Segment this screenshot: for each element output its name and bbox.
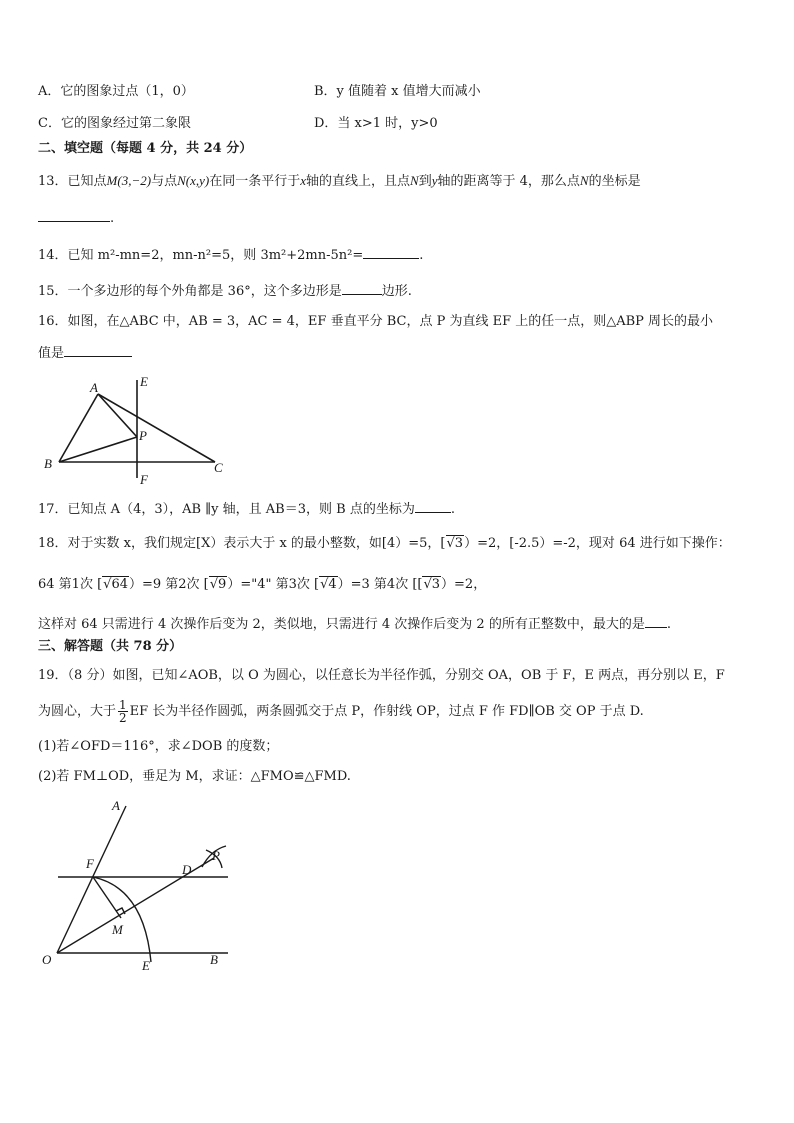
q18-sqrt64: √64 (103, 577, 128, 592)
question-15 (38, 280, 412, 302)
option-b: B．y 值随着 x 值增大而减小 (314, 84, 481, 99)
q18-line2d: ）=3 第4次 [[ (337, 577, 423, 592)
question-18-line3 (38, 613, 671, 635)
q18-line2b: ）=9 第2次 [ (128, 577, 209, 592)
question-19-line1: 19．（8 分）如图，已知∠AOB，以 O 为圆心，以任意长为半径作弧，分别交 OA，OB 于 F，E 两点，再分别以 E，F (38, 668, 725, 683)
q13-text2: 轴的直线上，且点 (306, 174, 411, 189)
q16-label-p: P (139, 428, 147, 443)
q15-text: 15．一个多边形的每个外角都是 36°，这个多边形是 (38, 284, 342, 299)
question-16-line2 (38, 342, 132, 364)
q16-segment-ap (98, 394, 137, 437)
q16-label-b: B (44, 456, 52, 471)
q14-blank[interactable] (363, 244, 419, 259)
q16-label-e: E (140, 374, 148, 389)
q13-answer-line (38, 207, 114, 229)
q18-sqrt3b: √3 (423, 577, 441, 592)
q19-label-b: B (210, 952, 218, 967)
q19-label-d: D (182, 862, 192, 877)
q18-sqrt3: √3 (446, 536, 464, 551)
question-17 (38, 498, 455, 520)
question-19-part1: (1)若∠OFD＝116°，求∠DOB 的度数； (38, 739, 279, 754)
q19-label-o: O (42, 952, 52, 967)
q18-sqrt9: √9 (209, 577, 227, 592)
q13-end: . (110, 211, 115, 226)
q17-end: . (450, 502, 455, 517)
q18-line2c: ）="4" 第3次 [ (227, 577, 320, 592)
q18-line1: 18．对于实数 x，我们规定[X）表示大于 x 的最小整数，如[4）=5，[ (38, 536, 446, 551)
q19-frac-num: 1 (119, 698, 127, 712)
q16-triangle-figure (30, 368, 240, 490)
question-14 (38, 244, 423, 266)
q17-text: 17．已知点 A（4，3），AB ∥y 轴，且 AB＝3，则 B 点的坐标为 (38, 502, 415, 517)
q13-nvar: N (410, 173, 419, 188)
question-13 (38, 171, 641, 192)
q18-blank[interactable] (645, 613, 667, 628)
q17-blank[interactable] (415, 498, 451, 513)
q19-segment-fm (93, 877, 121, 918)
q18-sqrt4: √4 (320, 577, 337, 592)
q19-fraction-half (118, 699, 128, 724)
q19-frac-den: 2 (119, 711, 127, 725)
q13-text: 在同一条平行于 (209, 174, 301, 189)
q18-end: . (666, 617, 671, 632)
q18-line2: 64 第1次 [ (38, 577, 103, 592)
q16-label-f: F (140, 472, 148, 487)
option-c: C．它的图象经过第二象限 (38, 116, 191, 131)
q13-blank[interactable] (38, 207, 110, 222)
q19-angle-figure (36, 796, 246, 976)
q13-text3: 到 (418, 174, 432, 189)
q16-segment-ac (98, 394, 215, 462)
q14-text: 14．已知 m²-mn=2，mn-n²=5，则 3m²+2mn-5n²= (38, 248, 364, 263)
q13-num: 13．已知点 (38, 174, 107, 189)
q15-end: 边形. (381, 284, 412, 299)
q16-label-a: A (90, 380, 98, 395)
q16-label-c: C (214, 460, 223, 475)
question-19-line2 (38, 697, 644, 727)
question-19-part2: (2)若 FM⊥OD，垂足为 M，求证：△FMO≌△FMD. (38, 769, 351, 784)
q13-text4: 轴的距离等于 4，那么点 (437, 174, 580, 189)
question-16-line1: 16．如图，在△ABC 中，AB = 3，AC = 4，EF 垂直平分 BC，点 P 为直线 EF 上的任一点，则△ABP 周长的最小 (38, 314, 714, 329)
q19-line2a: 为圆心，大于 (38, 704, 117, 719)
q19-line2b: EF 长为半径作圆弧，两条圆弧交于点 P，作射线 OP，过点 F 作 FD∥OB 交 OP 于点 D. (129, 704, 644, 719)
question-18-line2 (38, 575, 486, 595)
section-2-title: 二、填空题（每题 4 分，共 24 分） (38, 141, 253, 156)
q15-blank[interactable] (342, 280, 382, 295)
q16-blank[interactable] (64, 342, 132, 357)
q13-point-m: M(3,−2) (106, 173, 152, 188)
question-18-line1 (38, 534, 731, 554)
q19-label-m: M (112, 922, 123, 937)
section-3-title: 三、解答题（共 78 分） (38, 639, 183, 654)
q13-xvar: x (300, 173, 306, 188)
option-d: D．当 x>1 时，y>0 (314, 116, 438, 131)
q13-text5: 的坐标是 (588, 174, 641, 189)
q19-label-f: F (86, 856, 94, 871)
q13-nvar2: N (579, 173, 589, 188)
q18-line2e: ）=2， (441, 577, 487, 592)
q16-line2: 值是 (38, 346, 65, 361)
option-a: A．它的图象过点（1，0） (38, 84, 194, 99)
q19-label-p: P (212, 848, 220, 863)
q19-label-a: A (112, 798, 120, 813)
q19-label-e: E (142, 958, 150, 973)
q13-point-n: N(x,y) (177, 173, 210, 188)
q18-line1b: ）=2，[-2.5）=-2，现对 64 进行如下操作： (464, 536, 731, 551)
q13-mid: 与点 (151, 174, 178, 189)
q14-end: . (419, 248, 424, 263)
q18-line3: 这样对 64 只需进行 4 次操作后变为 2，类似地，只需进行 4 次操作后变为 2 的所有正整数中，最大的是 (38, 617, 645, 632)
q13-yvar: y (431, 173, 438, 188)
